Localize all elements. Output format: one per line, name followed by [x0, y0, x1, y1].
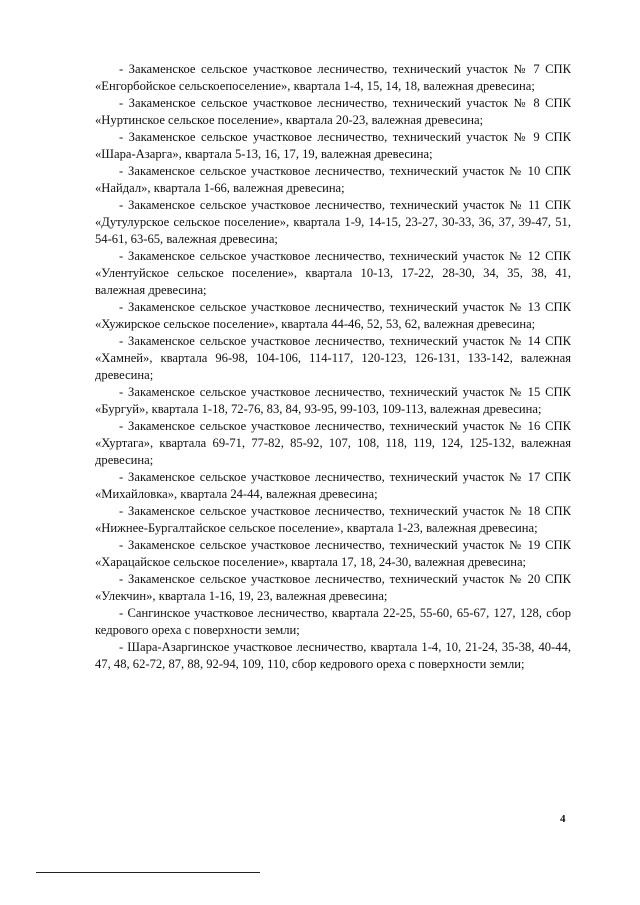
body-text — [95, 61, 571, 673]
paragraph-item: - Закаменское сельское участковое лесничество, технический участок № 19 СПК «Харацайское сельское поселение», квартала 17, 18, 24-30, валежная древесина; — [95, 538, 571, 569]
paragraph-item: - Закаменское сельское участковое лесничество, технический участок № 10 СПК «Найдал», квартала 1-66, валежная древесина; — [95, 164, 571, 195]
paragraph-item: - Закаменское сельское участковое лесничество, технический участок № 20 СПК «Улекчин», квартала 1-16, 19, 23, валежная древесина; — [95, 572, 571, 603]
paragraph-item: - Закаменское сельское участковое лесничество, технический участок № 9 СПК «Шара-Азарга», квартала 5-13, 16, 17, 19, валежная древесина; — [95, 130, 571, 161]
paragraph-item: - Закаменское сельское участковое лесничество, технический участок № 11 СПК «Дутулурское сельское поселение», квартала 1-9, 14-15, 23-27, 30-33, 36, 37, 39-47, 51, 54-61, 63-65, валежная древесина; — [95, 198, 571, 246]
paragraph-item: - Закаменское сельское участковое лесничество, технический участок № 8 СПК «Нуртинское сельское поселение», квартала 20-23, валежная древесина; — [95, 96, 571, 127]
page-number: 4 — [560, 813, 566, 825]
paragraph-item: - Закаменское сельское участковое лесничество, технический участок № 7 СПК «Енгорбойское сельскоепоселение», квартала 1-4, 15, 14, 18, валежная древесина; — [95, 62, 571, 93]
paragraph-item: - Шара-Азаргинское участковое лесничество, квартала 1-4, 10, 21-24, 35-38, 40-44, 47, 48, 62-72, 87, 88, 92-94, 109, 110, сбор кедрового ореха с поверхности земли; — [95, 640, 571, 671]
paragraph-item: - Закаменское сельское участковое лесничество, технический участок № 15 СПК «Бургуй», квартала 1-18, 72-76, 83, 84, 93-95, 99-103, 109-113, валежная древесина; — [95, 385, 571, 416]
paragraph-item: - Сангинское участковое лесничество, квартала 22-25, 55-60, 65-67, 127, 128, сбор кедрового ореха с поверхности земли; — [95, 606, 571, 637]
footnote-separator-line — [36, 872, 260, 873]
paragraph-item: - Закаменское сельское участковое лесничество, технический участок № 18 СПК «Нижнее-Бургалтайское сельское поселение», квартала 1-23, валежная древесина; — [95, 504, 571, 535]
paragraph-item: - Закаменское сельское участковое лесничество, технический участок № 13 СПК «Хужирское сельское поселение», квартала 44-46, 52, 53, 62, валежная древесина; — [95, 300, 571, 331]
paragraph-item: - Закаменское сельское участковое лесничество, технический участок № 14 СПК «Хамней», квартала 96-98, 104-106, 114-117, 120-123, 126-131, 133-142, валежная древесина; — [95, 334, 571, 382]
paragraph-item: - Закаменское сельское участковое лесничество, технический участок № 17 СПК «Михайловка», квартала 24-44, валежная древесина; — [95, 470, 571, 501]
paragraph-item: - Закаменское сельское участковое лесничество, технический участок № 12 СПК «Улентуйское сельское поселение», квартала 10-13, 17-22, 28-30, 34, 35, 38, 41, валежная древесина; — [95, 249, 571, 297]
paragraph-item: - Закаменское сельское участковое лесничество, технический участок № 16 СПК «Хуртага», квартала 69-71, 77-82, 85-92, 107, 108, 118, 119, 124, 125-132, валежная древесина; — [95, 419, 571, 467]
